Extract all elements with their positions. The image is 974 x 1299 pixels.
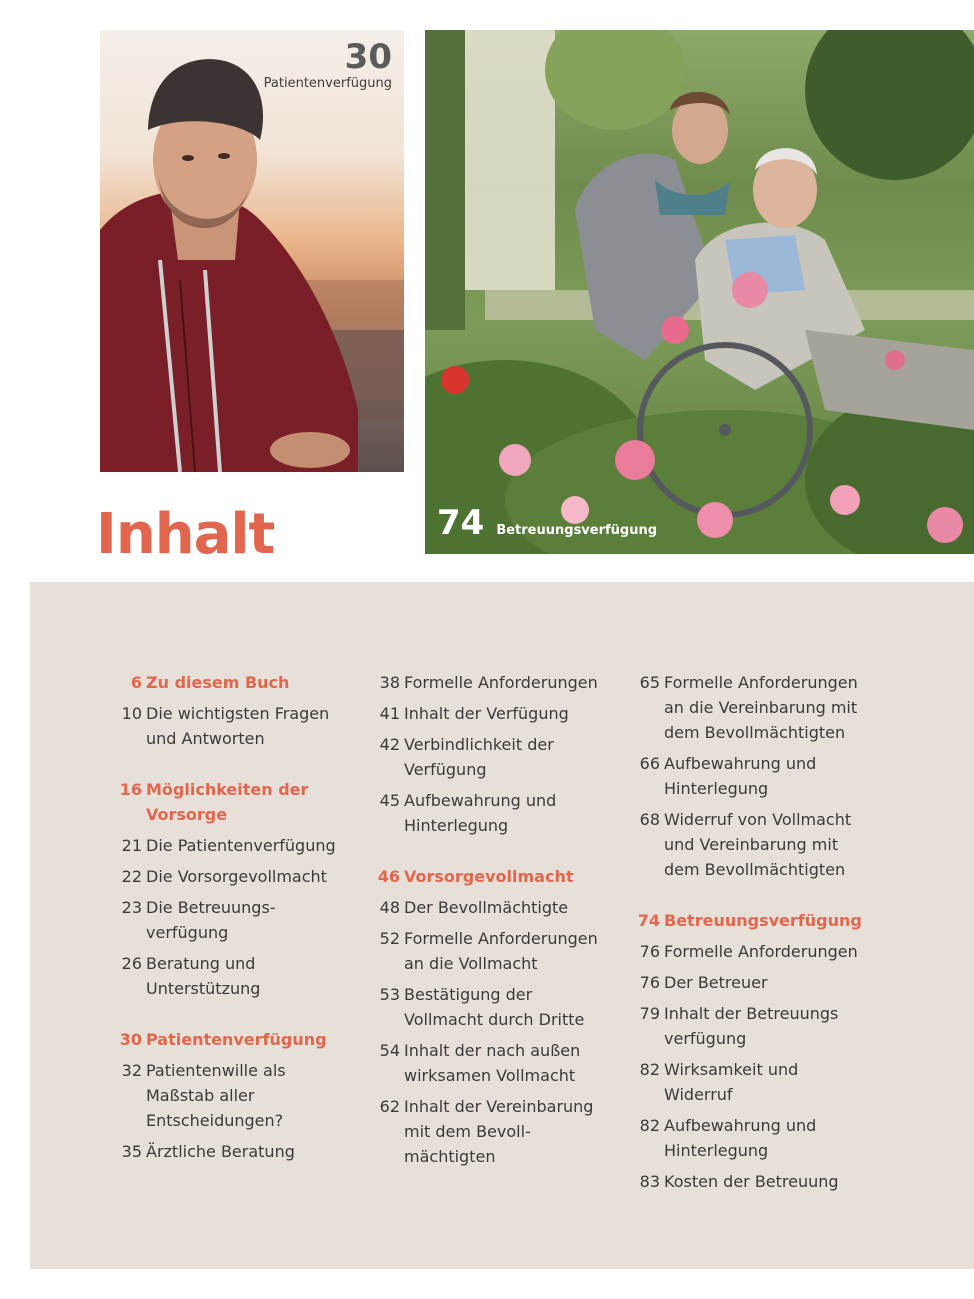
toc-title: Formelle Anforderungen xyxy=(404,673,598,692)
photo-caption-patientenverfuegung xyxy=(264,38,392,92)
toc-entry xyxy=(628,939,868,964)
toc-page-number: 65 xyxy=(639,673,660,692)
toc-page-number: 6 xyxy=(130,673,142,692)
toc-entry xyxy=(628,970,868,995)
toc-title: Zu diesem Buch xyxy=(146,673,290,692)
caption-page-number: 74 xyxy=(437,503,485,543)
toc-entry xyxy=(110,701,350,751)
toc-entry xyxy=(110,833,350,858)
toc-title: Verbindlichkeit der Verfügung xyxy=(404,735,554,779)
toc-title: Der Bevollmächtigte xyxy=(404,898,569,917)
toc-entry xyxy=(110,1058,350,1133)
toc-page-number: 30 xyxy=(119,1030,142,1049)
toc-column-1 xyxy=(110,670,350,1170)
toc-page-number: 66 xyxy=(639,754,660,773)
toc-page-number: 48 xyxy=(379,898,400,917)
toc-entry xyxy=(368,1038,608,1088)
toc-title: Möglichkeiten der Vorsorge xyxy=(146,780,309,824)
photo-caption-betreuungsverfuegung xyxy=(437,503,658,543)
toc-entry xyxy=(110,951,350,1001)
toc-entry xyxy=(628,807,868,882)
toc-page-number: 26 xyxy=(121,954,142,973)
toc-page-number: 23 xyxy=(121,898,142,917)
toc-entry xyxy=(368,670,608,695)
toc-page-number: 53 xyxy=(379,985,400,1004)
toc-entry xyxy=(628,1169,868,1194)
toc-page-number: 82 xyxy=(639,1060,660,1079)
toc-column-3 xyxy=(628,670,868,1200)
toc-title: Beratung und Unterstützung xyxy=(146,954,261,998)
toc-entry xyxy=(368,895,608,920)
toc-page-number: 76 xyxy=(639,942,660,961)
toc-title: Die Betreuungs-verfügung xyxy=(146,898,276,942)
toc-title: Formelle Anforderungen xyxy=(664,942,858,961)
toc-title: Bestätigung der Vollmacht durch Dritte xyxy=(404,985,585,1029)
toc-page-number: 35 xyxy=(121,1142,142,1161)
page-title: Inhalt xyxy=(96,502,275,567)
toc-title: Der Betreuer xyxy=(664,973,768,992)
toc-title: Inhalt der Betreuungs verfügung xyxy=(664,1004,839,1048)
toc-entry xyxy=(628,1113,868,1163)
toc-title: Patientenwille als Maßstab aller Entscheidungen? xyxy=(146,1061,286,1130)
toc-chapter xyxy=(110,777,350,827)
toc-chapter xyxy=(110,1027,350,1052)
photo-young-man xyxy=(100,30,404,472)
toc-title: Die Vorsorgevollmacht xyxy=(146,867,327,886)
caption-label: Betreuungsverfügung xyxy=(496,523,658,538)
toc-entry xyxy=(628,751,868,801)
toc-page-number: 52 xyxy=(379,929,400,948)
toc-title: Betreuungsverfügung xyxy=(664,911,862,930)
toc-page-number: 83 xyxy=(639,1172,660,1191)
toc-entry xyxy=(628,1057,868,1107)
garden-illustration xyxy=(425,30,974,554)
toc-title: Patientenverfügung xyxy=(146,1030,327,1049)
toc-title: Wirksamkeit und Widerruf xyxy=(664,1060,799,1104)
toc-entry xyxy=(368,926,608,976)
toc-page-number: 76 xyxy=(639,973,660,992)
toc-entry xyxy=(110,864,350,889)
toc-title: Formelle Anforderungen an die Vereinbarung mit dem Bevollmächtigten xyxy=(664,673,858,742)
toc-page-number: 22 xyxy=(121,867,142,886)
toc-title: Kosten der Betreuung xyxy=(664,1172,839,1191)
photo-garden-wheelchair xyxy=(425,30,974,554)
toc-entry xyxy=(368,732,608,782)
toc-entry xyxy=(110,1139,350,1164)
toc-entry xyxy=(368,788,608,838)
toc-page-number: 32 xyxy=(121,1061,142,1080)
toc-page-number: 45 xyxy=(379,791,400,810)
toc-page-number: 68 xyxy=(639,810,660,829)
toc-title: Aufbewahrung und Hinterlegung xyxy=(664,1116,817,1160)
toc-title: Vorsorgevollmacht xyxy=(404,867,574,886)
toc-page-number: 42 xyxy=(379,735,400,754)
toc-entry xyxy=(368,982,608,1032)
toc-title: Aufbewahrung und Hinterlegung xyxy=(404,791,557,835)
toc-title: Die Patientenverfügung xyxy=(146,836,336,855)
toc-title: Die wichtigsten Fragen und Antworten xyxy=(146,704,330,748)
toc-page-number: 62 xyxy=(379,1097,400,1116)
toc-title: Inhalt der Verfügung xyxy=(404,704,569,723)
toc-title: Inhalt der Vereinbarung mit dem Bevoll-mächtigten xyxy=(404,1097,594,1166)
toc-page-number: 46 xyxy=(377,867,400,886)
toc-page-number: 10 xyxy=(121,704,142,723)
toc-page-number: 16 xyxy=(119,780,142,799)
toc-page-number: 74 xyxy=(637,911,660,930)
toc-chapter xyxy=(368,864,608,889)
toc-entry xyxy=(368,701,608,726)
toc-column-2 xyxy=(368,670,608,1175)
toc-page-number: 82 xyxy=(639,1116,660,1135)
toc-chapter xyxy=(110,670,350,695)
toc-page-number: 38 xyxy=(379,673,400,692)
toc-title: Aufbewahrung und Hinterlegung xyxy=(664,754,817,798)
toc-page-number: 41 xyxy=(379,704,400,723)
table-of-contents xyxy=(30,582,974,1269)
toc-title: Widerruf von Vollmacht und Vereinbarung mit dem Bevollmächtigten xyxy=(664,810,852,879)
caption-page-number: 30 xyxy=(344,37,392,77)
toc-title: Formelle Anforderungen an die Vollmacht xyxy=(404,929,598,973)
toc-chapter xyxy=(628,908,868,933)
toc-page-number: 54 xyxy=(379,1041,400,1060)
caption-label: Patientenverfügung xyxy=(263,76,392,91)
toc-page-number: 79 xyxy=(639,1004,660,1023)
toc-entry xyxy=(628,670,868,745)
toc-entry xyxy=(628,1001,868,1051)
toc-entry xyxy=(110,895,350,945)
toc-page-number: 21 xyxy=(121,836,142,855)
toc-title: Ärztliche Beratung xyxy=(146,1142,295,1161)
toc-entry xyxy=(368,1094,608,1169)
toc-title: Inhalt der nach außen wirksamen Vollmacht xyxy=(404,1041,581,1085)
portrait-illustration xyxy=(100,30,404,472)
